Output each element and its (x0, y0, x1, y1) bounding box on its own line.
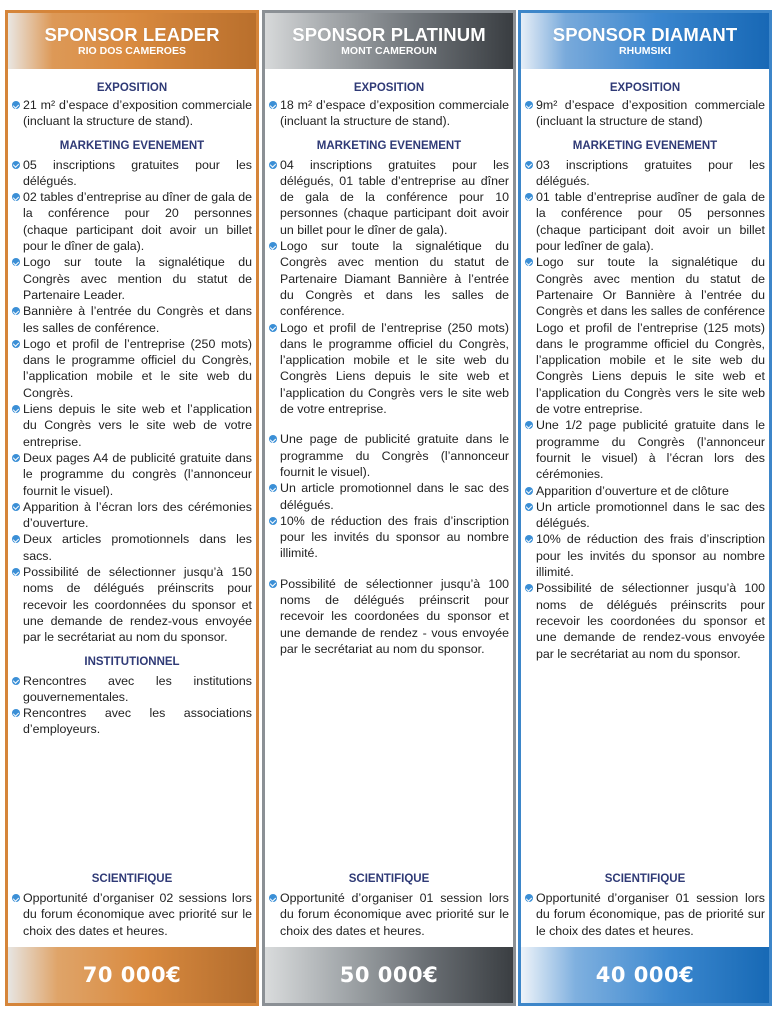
list-item: Opportunité d’organiser 01 session lors du forum économique avec priorité sur le choix des dates et heures. (269, 890, 509, 939)
card-body (8, 69, 256, 947)
card-title: SPONSOR DIAMANT (552, 24, 738, 45)
list-item: 10% de réduction des frais d’inscription pour les invités du sponsor au nombre illimité. (269, 513, 509, 562)
list-item: Rencontres avec les associations d’employeurs. (12, 705, 252, 738)
list-item: Deux pages A4 de publicité gratuite dans le programme du congrès (l’annonceur fournit le visuel). (12, 450, 252, 499)
list-item: Logo et profil de l’entreprise (250 mots) dans le programme officiel du Congrès, l’application mobile et le site web du Congrès. (12, 336, 252, 401)
check-icon (525, 487, 533, 495)
check-icon (525, 258, 533, 266)
card-subtitle: MONT CAMEROUN (341, 45, 437, 57)
list-item: 03 inscriptions gratuites pour les délégués. (525, 157, 765, 190)
card-subtitle: RHUMSIKI (619, 45, 671, 57)
card-subtitle: RIO DOS CAMEROES (78, 45, 186, 57)
price-banner: 50 000€ (265, 947, 513, 1003)
list-item: Un article promotionnel dans le sac des délégués. (525, 499, 765, 532)
check-icon (269, 894, 277, 902)
list-item: Rencontres avec les institutions gouvernementales. (12, 673, 252, 706)
section-title-scientifique: SCIENTIFIQUE (348, 873, 430, 885)
list-item: Possibilité de sélectionner jusqu’à 100 noms de délégués préinscrit pour recevoir les coordonées du sponsor et une demande de rendez - vous envoyée par le secrétariat au nom du sponsor. (269, 576, 509, 657)
card-header (521, 13, 769, 69)
list-item: Opportunité d’organiser 02 sessions lors du forum économique avec priorité sur le choix des dates et heures. (12, 890, 252, 939)
section-title-scientifique: SCIENTIFIQUE (604, 873, 686, 885)
check-icon (525, 101, 533, 109)
section-list (525, 97, 765, 130)
list-item: Logo sur toute la signalétique du Congrès avec mention du statut de Partenaire Or Bannière à l’entrée du Congrès et dans les salles de conférence Logo et profil de l’entreprise (125 mots) dans le programme officiel du Congrès, l’application mobile et le site web du Congrès Liens depuis le site web et l’application du Congrès vers le site web de votre entreprise. (525, 254, 765, 417)
section-list (525, 157, 765, 662)
section-title-institutionnel: INSTITUTIONNEL (84, 655, 180, 668)
list-item: Logo sur toute la signalétique du Congrès avec mention du statut de Partenaire Diamant Bannière à l’entrée du Congrès et dans les salles de conférence. (269, 238, 509, 319)
list-item: Un article promotionnel dans le sac des délégués. (269, 480, 509, 513)
check-icon (525, 503, 533, 511)
list-item: Apparition d’ouverture et de clôture (525, 483, 765, 499)
list-item: Apparition à l’écran lors des cérémonies d’ouverture. (12, 499, 252, 532)
section-list (12, 97, 252, 130)
list-item: 18 m² d’espace d’exposition commerciale (incluant la structure de stand). (269, 97, 509, 130)
section-list (12, 157, 252, 646)
list-item: Liens depuis le site web et l’application du Congrès vers le site web de votre entreprise. (12, 401, 252, 450)
section-title-marketing: MARKETING EVENEMENT (316, 139, 462, 152)
check-icon (525, 584, 533, 592)
price-banner: 40 000€ (521, 947, 769, 1003)
check-icon (12, 894, 20, 902)
scientifique-block (525, 863, 765, 939)
card-title: SPONSOR PLATINUM (292, 24, 486, 45)
section-title-scientifique: SCIENTIFIQUE (91, 873, 173, 885)
check-icon (12, 405, 20, 413)
card-header (265, 13, 513, 69)
check-icon (12, 454, 20, 462)
section-list (269, 157, 509, 658)
list-item: 9m² d’espace d’exposition commerciale (incluant la structure de stand) (525, 97, 765, 130)
check-icon (12, 307, 20, 315)
check-icon (525, 421, 533, 429)
check-icon (525, 193, 533, 201)
check-icon (269, 161, 277, 169)
check-icon (12, 503, 20, 511)
check-icon (525, 894, 533, 902)
check-icon (269, 435, 277, 443)
check-icon (12, 568, 20, 576)
price-banner: 70 000€ (8, 947, 256, 1003)
card-title: SPONSOR LEADER (44, 24, 220, 45)
check-icon (12, 709, 20, 717)
check-icon (12, 161, 20, 169)
list-item: Possibilité de sélectionner jusqu’à 150 noms de délégués préinscrits pour recevoir les coordonnées du sponsor et une demande de rendez-vous envoyée par le secrétariat au nom du sponsor. (12, 564, 252, 645)
check-icon (269, 324, 277, 332)
section-list (269, 97, 509, 130)
check-icon (525, 535, 533, 543)
check-icon (12, 340, 20, 348)
section-list (269, 890, 509, 939)
list-item: 21 m² d’espace d’exposition commerciale (incluant la structure de stand). (12, 97, 252, 130)
list-item: Opportunité d’organiser 01 session lors du forum économique, pas de priorité sur le choix des dates et heures. (525, 890, 765, 939)
check-icon (269, 517, 277, 525)
check-icon (12, 258, 20, 266)
check-icon (525, 161, 533, 169)
scientifique-block (269, 863, 509, 939)
check-icon (269, 484, 277, 492)
scientifique-block (12, 863, 252, 939)
section-title-exposition: EXPOSITION (96, 82, 168, 94)
check-icon (12, 101, 20, 109)
section-list (12, 673, 252, 738)
section-title-exposition: EXPOSITION (353, 82, 425, 94)
list-item: 01 table d’entreprise audîner de gala de la conférence pour 05 personnes (chaque participant doit avoir un billet pour ledîner de gala). (525, 189, 765, 254)
sponsor-card-platinum (262, 10, 516, 1006)
sponsor-card-diamant (518, 10, 772, 1006)
card-body (521, 69, 769, 947)
check-icon (269, 580, 277, 588)
check-icon (269, 242, 277, 250)
section-title-exposition: EXPOSITION (609, 82, 681, 94)
check-icon (12, 193, 20, 201)
list-item: Logo et profil de l’entreprise (250 mots) dans le programme officiel du Congrès, l’application mobile et le site web du Congrès Liens depuis le site web et l’application du Congrès vers le site web de votre entreprise. (269, 320, 509, 418)
section-title-marketing: MARKETING EVENEMENT (59, 139, 205, 152)
list-item: Deux articles promotionnels dans les sacs. (12, 531, 252, 564)
section-title-marketing: MARKETING EVENEMENT (572, 139, 718, 152)
section-list (12, 890, 252, 939)
section-list (525, 890, 765, 939)
sponsor-card-leader (5, 10, 259, 1006)
list-item: 02 tables d’entreprise au dîner de gala de la conférence pour 20 personnes (chaque participant doit avoir un billet pour le dîner de gala). (12, 189, 252, 254)
card-header (8, 13, 256, 69)
check-icon (269, 101, 277, 109)
list-item: Une page de publicité gratuite dans le programme du Congrès (l’annonceur fournit le visuel). (269, 431, 509, 480)
check-icon (12, 535, 20, 543)
list-item: Logo sur toute la signalétique du Congrès avec mention du statut de Partenaire Leader. (12, 254, 252, 303)
list-item: Une 1/2 page publicité gratuite dans le programme du Congrès (l’annonceur fournit le visuel) à l’écran lors des cérémonies. (525, 417, 765, 482)
check-icon (12, 677, 20, 685)
list-item: 10% de réduction des frais d’inscription pour les invités du sponsor au nombre illimité. (525, 531, 765, 580)
list-item: 04 inscriptions gratuites pour les délégués, 01 table d’entreprise au dîner de gala de la conférence pour 10 personnes (chaque participant doit avoir un billet pour le dîner de gala). (269, 157, 509, 238)
list-item: 05 inscriptions gratuites pour les délégués. (12, 157, 252, 190)
list-item: Bannière à l’entrée du Congrès et dans les salles de conférence. (12, 303, 252, 336)
card-body (265, 69, 513, 947)
list-item: Possibilité de sélectionner jusqu’à 100 noms de délégués préinscrits pour recevoir les coordonées du sponsor et une demande de rendez-vous envoyée par le secrétariat au nom du sponsor. (525, 580, 765, 661)
